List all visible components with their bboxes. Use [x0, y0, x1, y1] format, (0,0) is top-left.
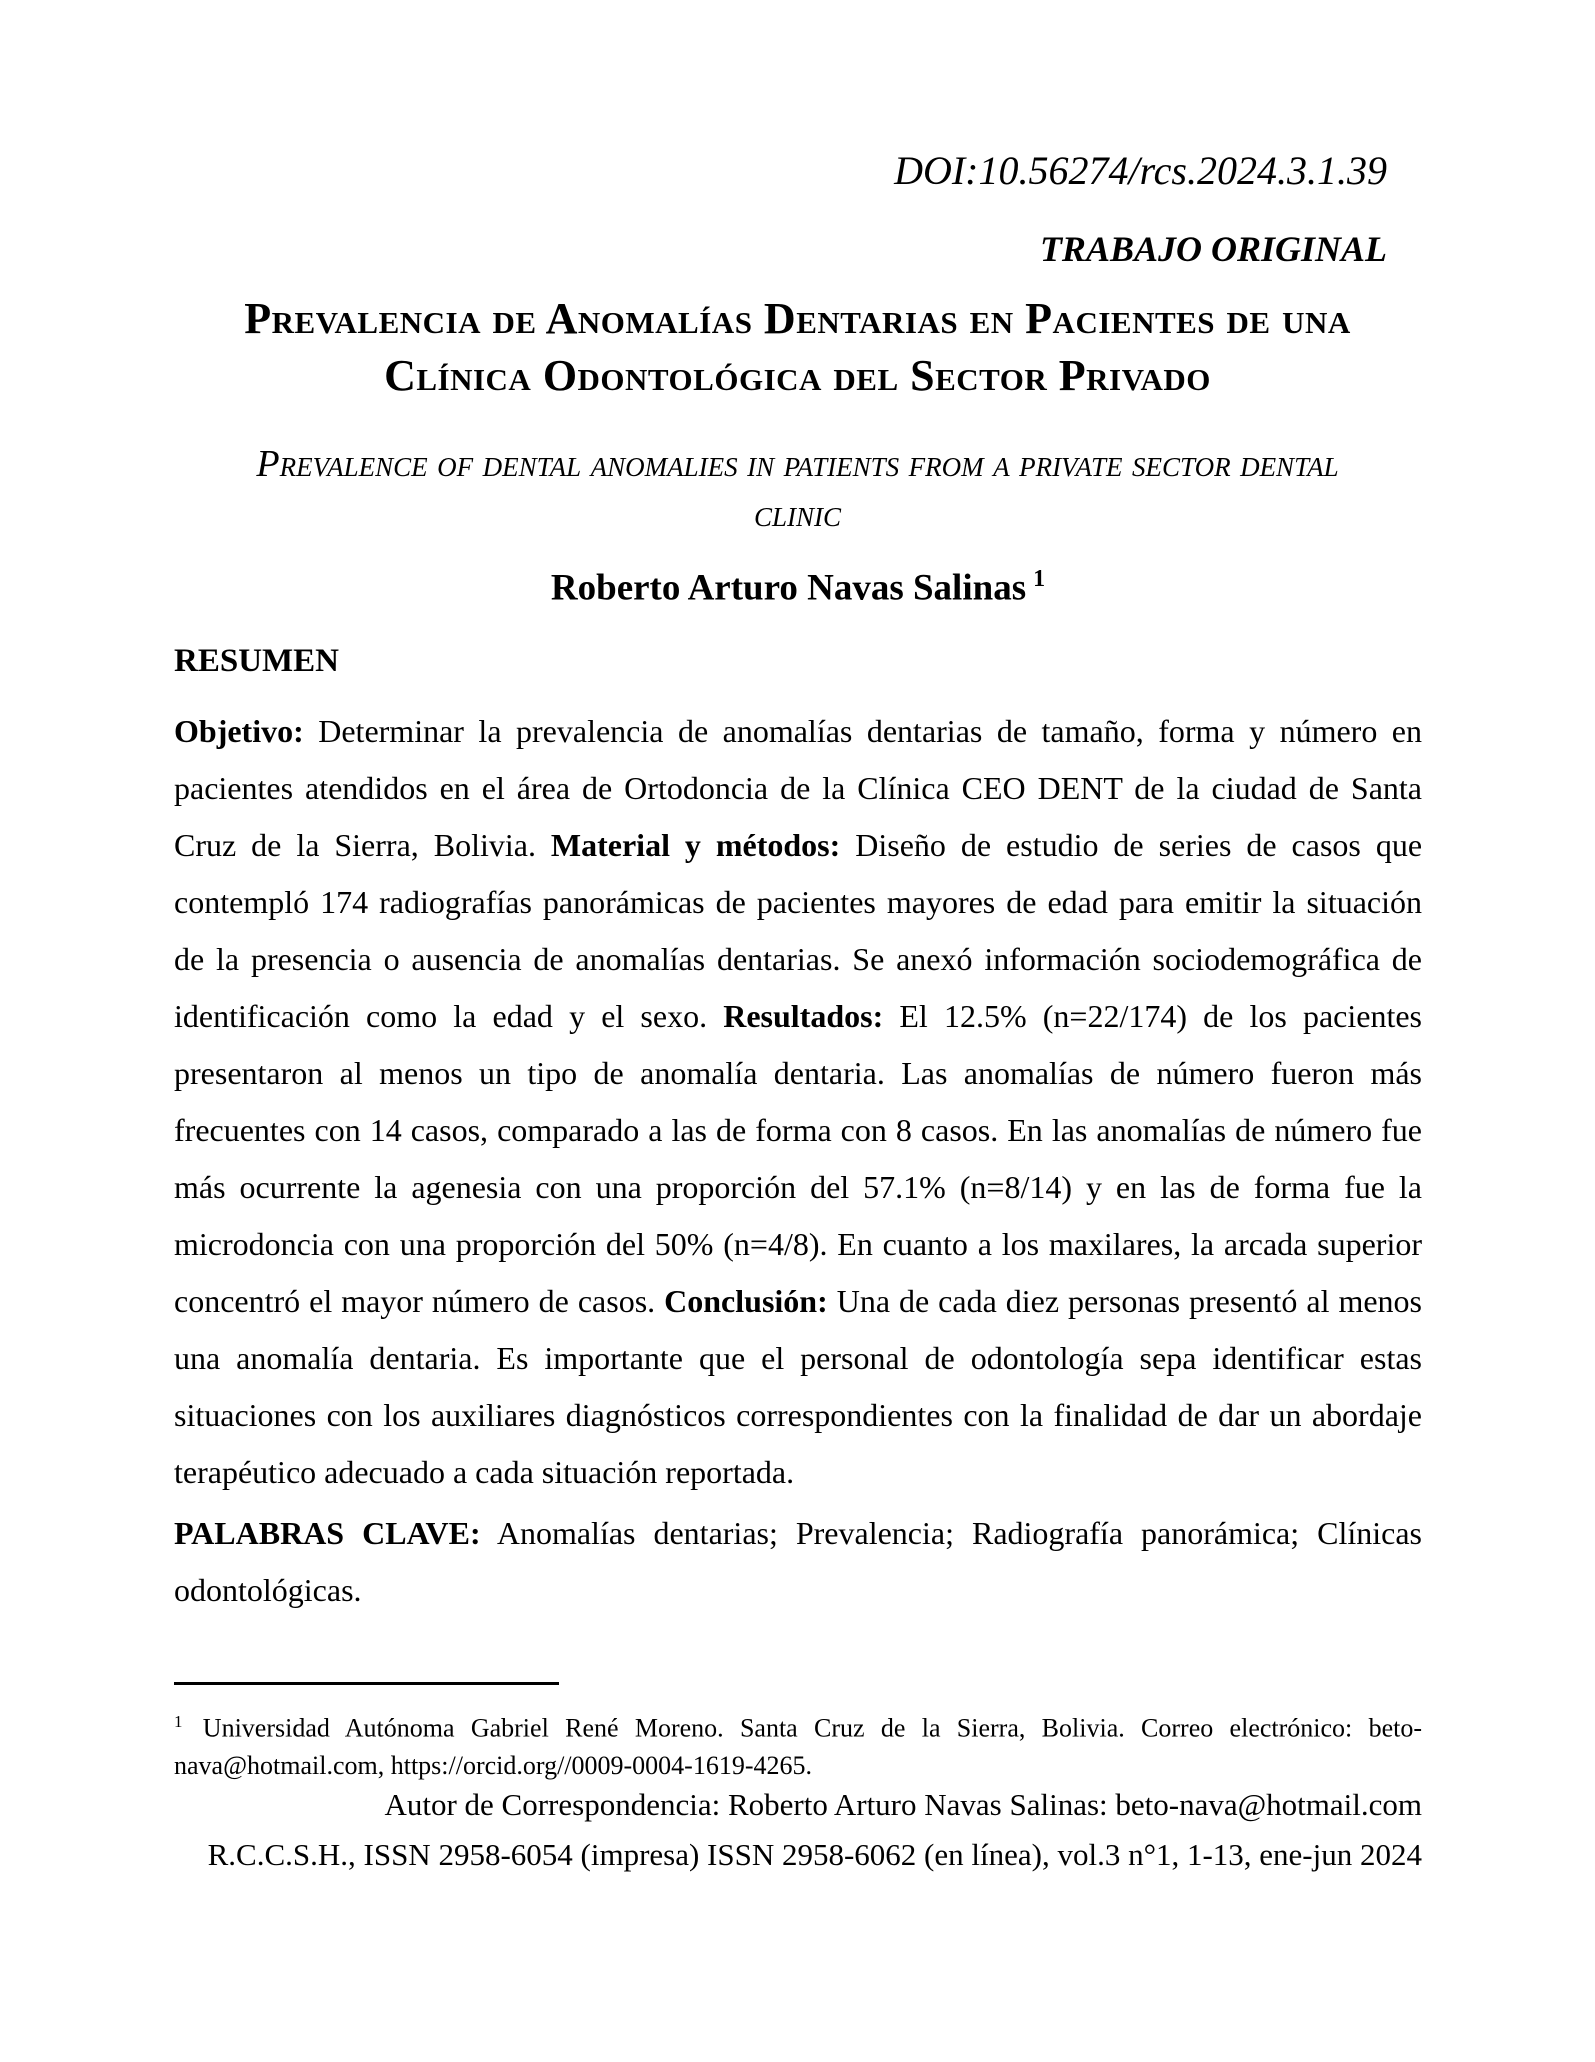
keywords-paragraph	[174, 1505, 1422, 1619]
author-name: Roberto Arturo Navas Salinas	[550, 567, 1027, 609]
abstract-heading: RESUMEN	[174, 643, 340, 679]
abstract-metodos-text: Diseño de estudio de series de casos que contempló 174 radiografías panorámicas de pacientes mayores de edad para emitir la situación de la presencia o ausencia de anomalías dentarias. Se anexó información sociodemográfica de identificación como la edad y el sexo.	[174, 827, 1423, 1034]
article-type-label: TRABAJO ORIGINAL	[1039, 229, 1387, 269]
keywords-label: PALABRAS CLAVE:	[174, 1515, 481, 1551]
abstract-objetivo-label: Objetivo:	[174, 713, 304, 749]
abstract-paragraph	[174, 703, 1422, 1501]
abstract-resultados-text: El 12.5% (n=22/174) de los pacientes presentaron al menos un tipo de anomalía dentaria. Las anomalías de número fueron más frecuentes con 14 casos, comparado a las de forma con 8 casos. En las anomalías de número fue más ocurrente la agenesia con una proporción del 57.1% (n=8/14) y en las de forma fue la microdoncia con una proporción del 50% (n=4/8). En cuanto a los maxilares, la arcada superior concentró el mayor número de casos.	[174, 998, 1423, 1319]
doi-line: DOI:10.56274/rcs.2024.3.1.39	[894, 148, 1387, 193]
article-title-es-line-2: Clínica Odontológica del Sector Privado	[384, 351, 1211, 400]
abstract-objetivo-text: Determinar la prevalencia de anomalías dentarias de tamaño, forma y número en pacientes atendidos en el área de Ortodoncia de la Clínica CEO DENT de la ciudad de Santa Cruz de la Sierra, Bolivia.	[174, 713, 1422, 863]
abstract-conclusion-text: Una de cada diez personas presentó al menos una anomalía dentaria. Es importante que el personal de odontología sepa identificar estas situaciones con los auxiliares diagnósticos correspondientes con la finalidad de dar un abordaje terapéutico adecuado a cada situación reportada.	[174, 1283, 1423, 1490]
footnote-text: Universidad Autónoma Gabriel René Moreno. Santa Cruz de la Sierra, Bolivia. Correo electrónico: beto-nava@hotmail.com, https://orcid.org//0009-0004-1619-4265.	[174, 1713, 1422, 1780]
article-title-en-line-2: clinic	[753, 493, 842, 535]
article-title-en	[90, 439, 1505, 539]
author-affiliation-marker: 1	[1033, 566, 1046, 592]
footnote-marker: 1	[174, 1712, 183, 1731]
abstract-resultados-label: Resultados:	[723, 998, 884, 1034]
article-title-en-line-1: Prevalence of dental anomalies in patients from a private sector dental	[256, 443, 1339, 485]
abstract-metodos-label: Material y métodos:	[550, 827, 841, 863]
footnote-divider	[174, 1682, 559, 1685]
correspondence-line: Autor de Correspondencia: Roberto Arturo Navas Salinas: beto-nava@hotmail.com	[384, 1787, 1422, 1822]
article-title-es	[90, 290, 1505, 404]
affiliation-footnote	[174, 1703, 1422, 1784]
author-byline	[174, 566, 1422, 609]
keywords-text: Anomalías dentarias; Prevalencia; Radiografía panorámica; Clínicas odontológicas.	[174, 1515, 1422, 1608]
abstract-conclusion-label: Conclusión:	[664, 1283, 828, 1319]
journal-info-line: R.C.C.S.H., ISSN 2958-6054 (impresa) ISSN 2958-6062 (en línea), vol.3 n°1, 1-13, ene-jun 2024	[207, 1837, 1422, 1872]
article-title-es-line-1: Prevalencia de Anomalías Dentarias en Pacientes de una	[244, 294, 1351, 343]
